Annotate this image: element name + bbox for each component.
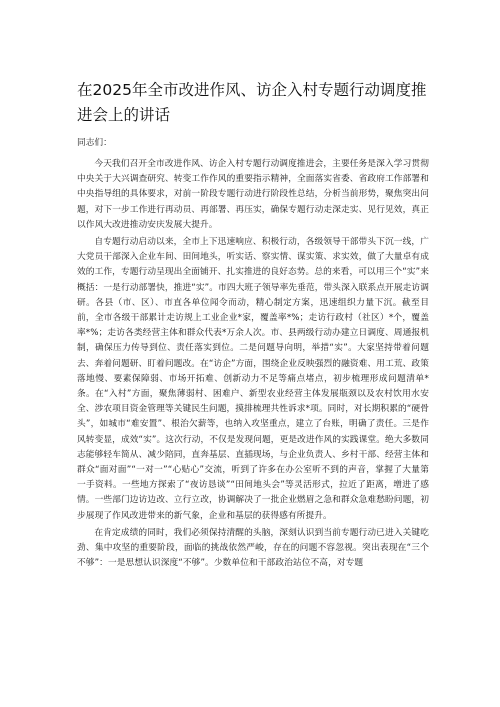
paragraph: 自专题行动启动以来，全市上下迅速响应、积极行动，各级领导干部带头下沉一线，广大党员干部深入企业车间、田间地头，听实话、察实情、谋实策、求实效，做了大量卓有成效的工作，专题行动呈现出全面铺开、扎实推进的良好态势。总的来看，可以用三个“实”来概括：一是行动部署快，推进“实”。市四大班子领导率先垂范，带头深入联系点开展走访调研。各县（市、区）、市直各单位闻令而动，精心制定方案，迅速组织力量下沉。截至目前，全市各级干部累计走访规上工业企业*家，覆盖率*%；走访行政村（社区）*个，覆盖率*%；走访各类经营主体和群众代表*万余人次。市、县两级行动办建立日调度、周通报机制，确保压力传导到位、责任落实到位。二是问题导向明，举措“实”。大家坚持带着问题去、奔着问题研、盯着问题改。在“访企”方面，围绕企业反映强烈的融资难、用工荒、政策落地慢、要素保障弱、市场开拓难、创新动力不足等痛点堵点，初步梳理形成问题清单*条。在“入村”方面，聚焦薄弱村、困难户、新型农业经营主体发展瓶颈以及农村饮用水安全、涉农项目资金管理等关键民生问题，摸排梳理共性诉求*项。同时，对长期积累的“硬骨头”，如城市“难安置”、根治欠薪等，也纳入攻坚重点，建立了台账，明确了责任。三是作风转变显，成效“实”。这次行动，不仅是发现问题，更是改进作风的实践课堂。绝大多数同志能够轻车简从、减少陪同，直奔基层、直插现场，与企业负责人、乡村干部、经营主体和群众“面对面”“一对一”“心贴心”交流，听到了许多在办公室听不到的声音，掌握了大量第一手资料。一些地方探索了“夜访恳谈”“田间地头会”等灵活形式，拉近了距离，增进了感情。一些部门边访边改、立行立改，协调解决了一批企业燃眉之急和群众急难愁盼问题，初步展现了作风改进带来的新气象，企业和基层的获得感有所提升。	[77, 237, 429, 521]
salutation: 同志们：	[77, 138, 112, 148]
document-body	[77, 157, 429, 571]
document-title: 在2025年全市改进作风、访企入村专题行动调度推进会上的讲话	[77, 81, 427, 124]
paragraph: 今天我们召开全市改进作风、访企入村专题行动调度推进会，主要任务是深入学习贯彻中央关于大兴调查研究、转变工作作风的重要指示精神，全面落实省委、省政府工作部署和中央指导组的具体要求，对前一阶段专题行动进行阶段性总结，分析当前形势，聚焦突出问题，对下一步工作进行再动员、再部署、再压实，确保专题行动走深走实、见行见效，真正以作风大改进推动安庆发展大提升。	[77, 159, 429, 230]
paragraph: 在肯定成绩的同时，我们必须保持清醒的头脑，深刻认识到当前专题行动已进入关键吃劲、集中攻坚的重要阶段，面临的挑战依然严峻，存在的问题不容忽视。突出表现在“三个不够”：一是思想认识深度“不够”。少数单位和干部政治站位不高，对专题	[77, 527, 429, 569]
